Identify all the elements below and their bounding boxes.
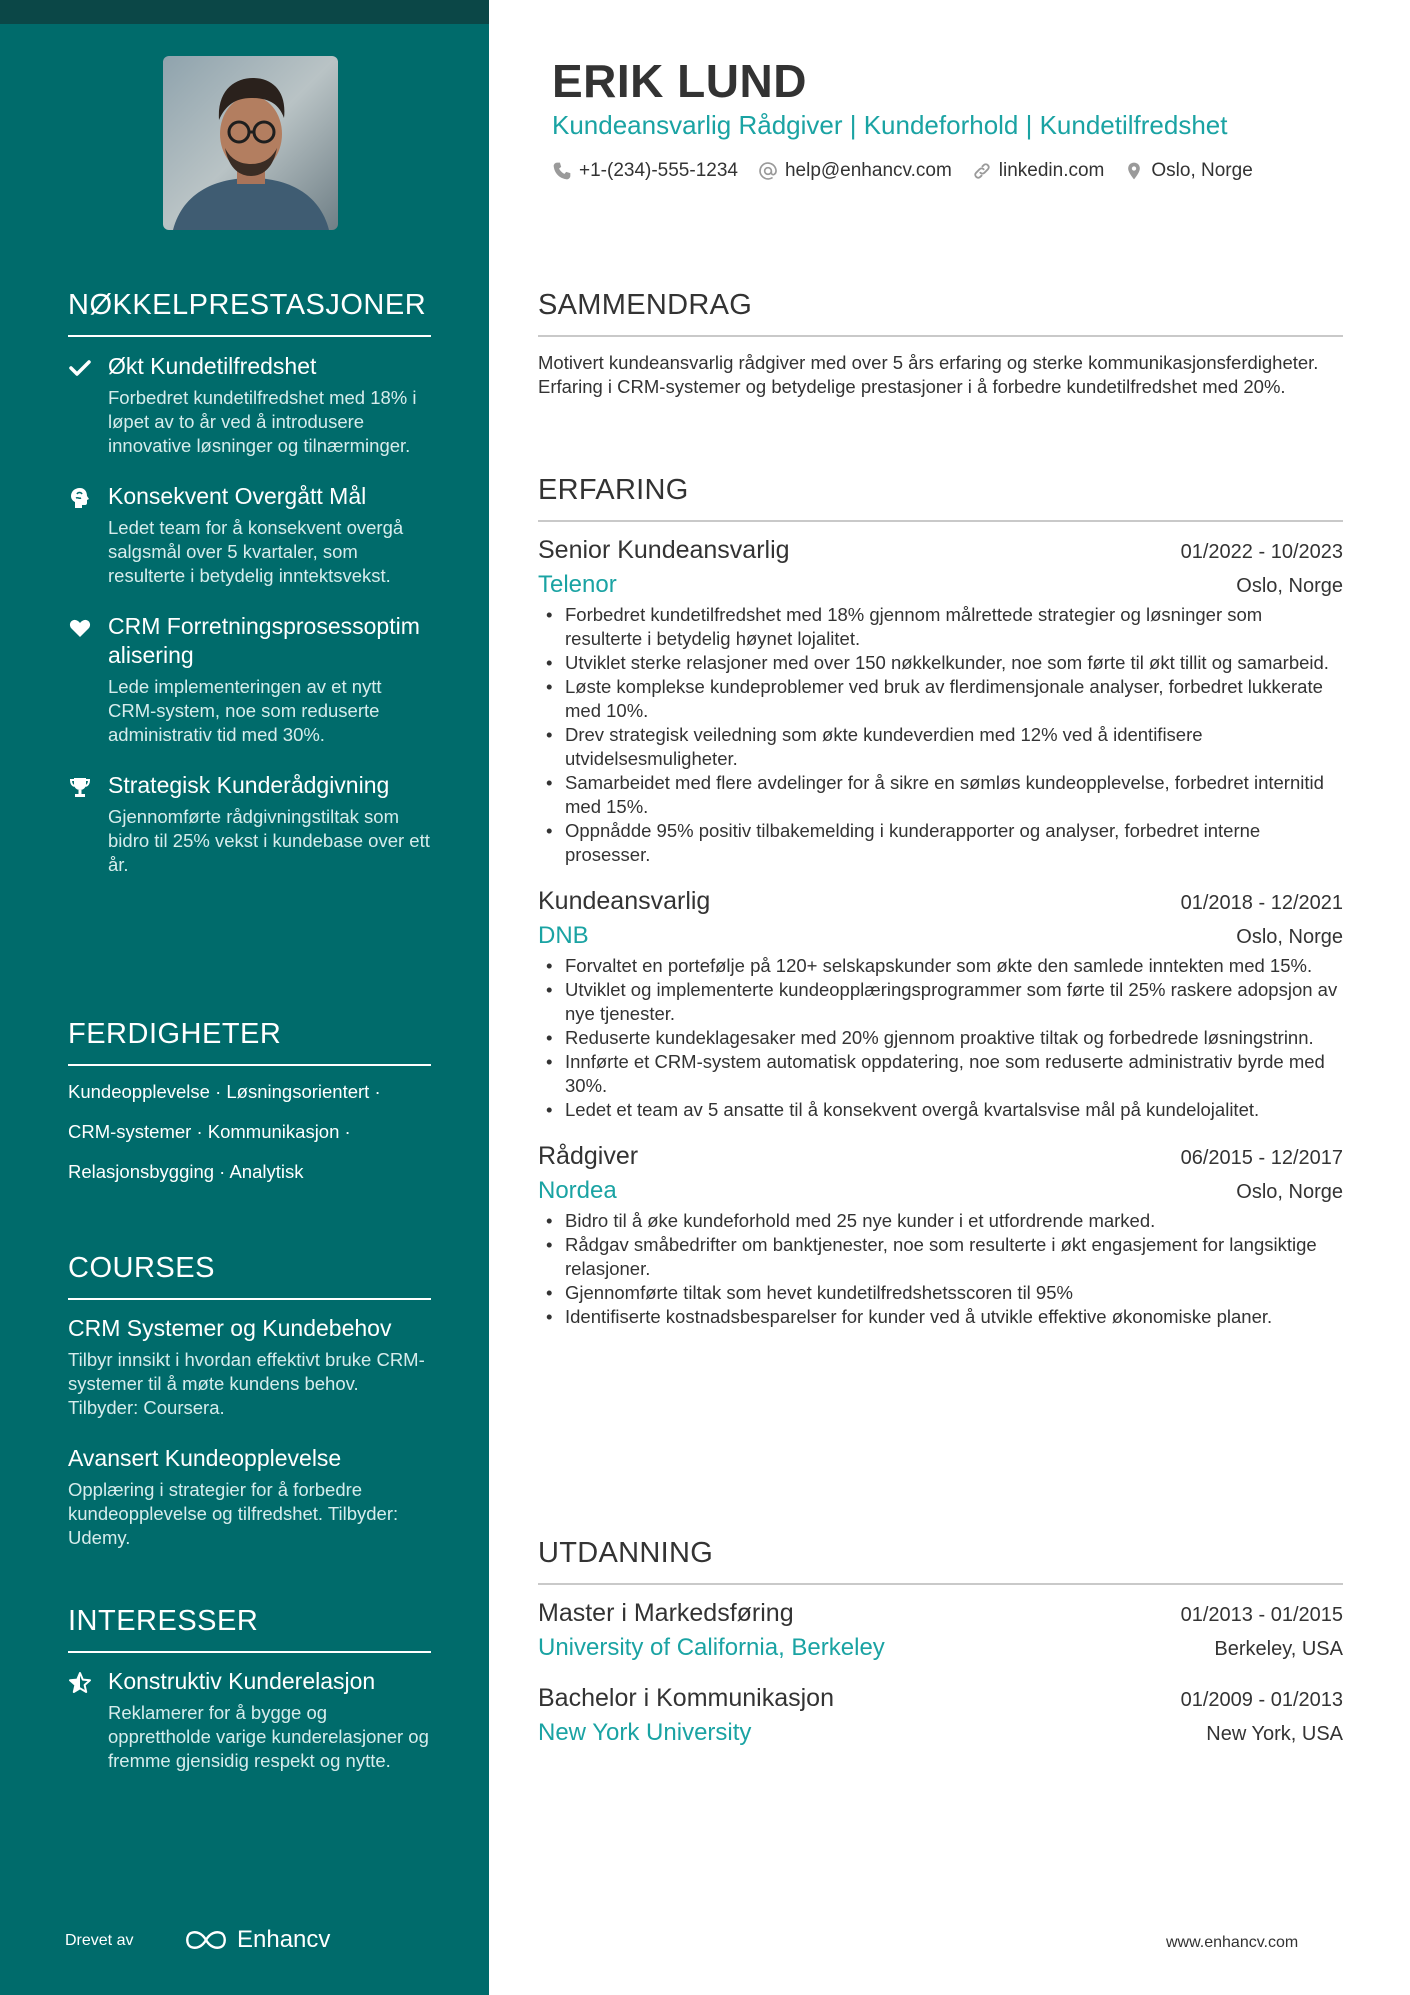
job-entry xyxy=(538,1142,1343,1329)
experience-section xyxy=(538,474,1343,1329)
summary-section xyxy=(538,289,1343,399)
job-bullet: • Drev strategisk veiledning som økte kundeverdien med 12% ved å identifisere utvidelsesmuligheter. xyxy=(538,723,1343,771)
job-location: Oslo, Norge xyxy=(1236,1181,1343,1203)
achievement-desc: Gjennomførte rådgivningstiltak som bidro til 25% vekst i kundebase over ett år. xyxy=(108,806,430,875)
job-bullets xyxy=(538,1209,1343,1329)
job-bullets xyxy=(538,954,1343,1122)
enhancv-logo[interactable] xyxy=(183,1926,330,1954)
candidate-name: ERIK LUND xyxy=(552,55,807,107)
job-bullet: • Utviklet sterke relasjoner med over 150 nøkkelkunder, noe som førte til økt tillit og samarbeid. xyxy=(538,651,1343,675)
job-location: Oslo, Norge xyxy=(1236,926,1343,948)
job-bullet: • Oppnådde 95% positiv tilbakemelding i kunderapporter og analyser, forbedret interne prosesser. xyxy=(538,819,1343,867)
education-entry xyxy=(538,1684,1343,1747)
contact-row xyxy=(552,160,1253,182)
job-dates: 06/2015 - 12/2017 xyxy=(1180,1147,1343,1169)
course-desc: Tilbyr innsikt i hvordan effektivt bruke CRM-systemer til å møte kundens behov. Tilbyder: Coursera. xyxy=(68,1349,425,1418)
job-bullet: • Forbedret kundetilfredshet med 18% gjennom målrettede strategier og løsninger som resulterte i betydelig høynet lojalitet. xyxy=(538,603,1343,651)
education-dates: 01/2009 - 01/2013 xyxy=(1180,1689,1343,1711)
interest-desc: Reklamerer for å bygge og opprettholde varige kunderelasjoner og fremme gjensidig respekt og nytte. xyxy=(108,1702,429,1771)
sidebar-top-bar xyxy=(0,0,489,24)
course-item xyxy=(68,1444,431,1550)
achievement-desc: Lede implementeringen av et nytt CRM-system, noe som reduserte administrativ tid med 30%. xyxy=(108,676,382,745)
achievement-desc: Forbedret kundetilfredshet med 18% i løpet av to år ved å introdusere innovative løsninger og tilnærminger. xyxy=(108,387,417,456)
job-entry xyxy=(538,536,1343,867)
achievement-title: Økt Kundetilfredshet xyxy=(108,353,317,379)
contact-linkedin-text: linkedin.com xyxy=(998,160,1105,181)
job-bullet: • Reduserte kundeklagesaker med 20% gjennom proaktive tiltak og forbedrede løsningstrinn. xyxy=(538,1026,1343,1050)
education-section xyxy=(538,1537,1343,1747)
education-degree: Bachelor i Kommunikasjon xyxy=(538,1684,834,1712)
at-icon xyxy=(758,161,778,181)
interest-item xyxy=(68,1667,431,1773)
course-title: Avansert Kundeopplevelse xyxy=(68,1445,342,1471)
brain-icon xyxy=(68,486,94,512)
education-location: New York, USA xyxy=(1206,1723,1343,1745)
job-dates: 01/2022 - 10/2023 xyxy=(1180,541,1343,563)
achievements-heading: NØKKELPRESTASJONER xyxy=(68,289,431,337)
contact-location-text: Oslo, Norge xyxy=(1151,160,1253,181)
education-degree: Master i Markedsføring xyxy=(538,1599,794,1627)
contact-linkedin[interactable] xyxy=(972,160,1105,182)
course-title: CRM Systemer og Kundebehov xyxy=(68,1315,392,1341)
skills-heading: FERDIGHETER xyxy=(68,1018,431,1066)
experience-heading: ERFARING xyxy=(538,474,1343,522)
achievement-item xyxy=(68,612,431,747)
infinity-logo-icon xyxy=(183,1928,229,1952)
contact-email-text: help@enhancv.com xyxy=(784,160,952,181)
interests-heading: INTERESSER xyxy=(68,1605,431,1653)
job-entry xyxy=(538,887,1343,1122)
job-dates: 01/2018 - 12/2021 xyxy=(1180,892,1343,914)
candidate-tagline: Kundeansvarlig Rådgiver | Kundeforhold | Kundetilfredshet xyxy=(552,110,1228,140)
job-company: Telenor xyxy=(538,571,617,598)
education-entry xyxy=(538,1599,1343,1662)
interest-title: Konstruktiv Kunderelasjon xyxy=(108,1668,376,1694)
job-bullet: • Ledet et team av 5 ansatte til å konsekvent overgå kvartalsvise mål på kundelojalitet. xyxy=(538,1098,1343,1122)
job-bullet: • Rådgav småbedrifter om banktjenester, noe som resulterte i økt engasjement for langsiktige relasjoner. xyxy=(538,1233,1343,1281)
education-heading: UTDANNING xyxy=(538,1537,1343,1585)
contact-phone[interactable] xyxy=(552,160,738,182)
job-bullet: • Gjennomførte tiltak som hevet kundetilfredshetsscoren til 95% xyxy=(538,1281,1343,1305)
checkmark-icon xyxy=(68,356,94,382)
courses-heading: COURSES xyxy=(68,1252,431,1300)
job-company: DNB xyxy=(538,922,589,949)
job-company: Nordea xyxy=(538,1177,617,1204)
phone-icon xyxy=(552,161,572,181)
skills-line: Relasjonsbygging · Analytisk xyxy=(68,1161,304,1182)
achievement-item xyxy=(68,482,431,588)
job-bullet: • Identifiserte kostnadsbesparelser for kunder ved å utvikle effektive økonomiske planer. xyxy=(538,1305,1343,1329)
trophy-icon xyxy=(68,775,94,801)
course-desc: Opplæring i strategier for å forbedre kundeopplevelse og tilfredshet. Tilbyder: Udemy. xyxy=(68,1479,399,1548)
star-icon xyxy=(68,1671,94,1697)
job-title: Senior Kundeansvarlig xyxy=(538,536,790,564)
skills-line: Kundeopplevelse · Løsningsorientert · xyxy=(68,1081,381,1102)
achievement-desc: Ledet team for å konsekvent overgå salgsmål over 5 kvartaler, som resulterte i betydelig inntektsvekst. xyxy=(108,517,404,586)
interests-section xyxy=(68,1605,431,1773)
job-bullet: • Løste komplekse kundeproblemer ved bruk av flerdimensjonale analyser, forbedret lukkerate med 10%. xyxy=(538,675,1343,723)
achievements-section xyxy=(68,289,431,877)
achievement-title: CRM Forretningsprosessoptimalisering xyxy=(108,613,420,668)
education-school: New York University xyxy=(538,1719,752,1746)
achievement-title: Strategisk Kunderådgivning xyxy=(108,772,390,798)
education-school: University of California, Berkeley xyxy=(538,1634,885,1661)
enhancv-logo-text: Enhancv xyxy=(237,1926,331,1953)
skills-section xyxy=(68,1018,431,1192)
powered-by-label: Drevet av xyxy=(65,1932,134,1949)
job-bullet: • Forvaltet en portefølje på 120+ selskapskunder som økte den samlede inntekten med 15%. xyxy=(538,954,1343,978)
contact-location xyxy=(1124,160,1252,182)
job-title: Kundeansvarlig xyxy=(538,887,711,915)
contact-email[interactable] xyxy=(758,160,952,182)
job-bullets xyxy=(538,603,1343,867)
job-bullet: • Bidro til å øke kundeforhold med 25 nye kunder i et utfordrende marked. xyxy=(538,1209,1343,1233)
job-location: Oslo, Norge xyxy=(1236,575,1343,597)
summary-text: Motivert kundeansvarlig rådgiver med over 5 års erfaring og sterke kommunikasjonsferdigheter. Erfaring i CRM-systemer og betydelige prestasjoner i å forbedre kundetilfredshet med 20%. xyxy=(538,352,1319,397)
achievement-title: Konsekvent Overgått Mål xyxy=(108,483,367,509)
contact-phone-text: +1-(234)-555-1234 xyxy=(579,160,738,181)
sidebar xyxy=(0,0,489,1995)
summary-heading: SAMMENDRAG xyxy=(538,289,1343,337)
footer-url[interactable]: www.enhancv.com xyxy=(1166,1934,1299,1951)
achievement-item xyxy=(68,352,431,458)
skills-line: CRM-systemer · Kommunikasjon · xyxy=(68,1121,351,1142)
link-icon xyxy=(972,161,992,181)
course-item xyxy=(68,1314,431,1420)
achievement-item xyxy=(68,771,431,877)
education-location: Berkeley, USA xyxy=(1214,1638,1343,1660)
heart-icon xyxy=(68,616,94,642)
courses-section xyxy=(68,1252,431,1550)
job-bullet: • Samarbeidet med flere avdelinger for å sikre en sømløs kundeopplevelse, forbedret internitid med 15%. xyxy=(538,771,1343,819)
profile-photo xyxy=(163,56,338,230)
location-pin-icon xyxy=(1124,161,1144,181)
education-dates: 01/2013 - 01/2015 xyxy=(1180,1604,1343,1626)
job-bullet: • Utviklet og implementerte kundeopplæringsprogrammer som førte til 25% raskere adopsjon av nye tjenester. xyxy=(538,978,1343,1026)
job-title: Rådgiver xyxy=(538,1142,639,1170)
job-bullet: • Innførte et CRM-system automatisk oppdatering, noe som reduserte administrativ byrde med 30%. xyxy=(538,1050,1343,1098)
